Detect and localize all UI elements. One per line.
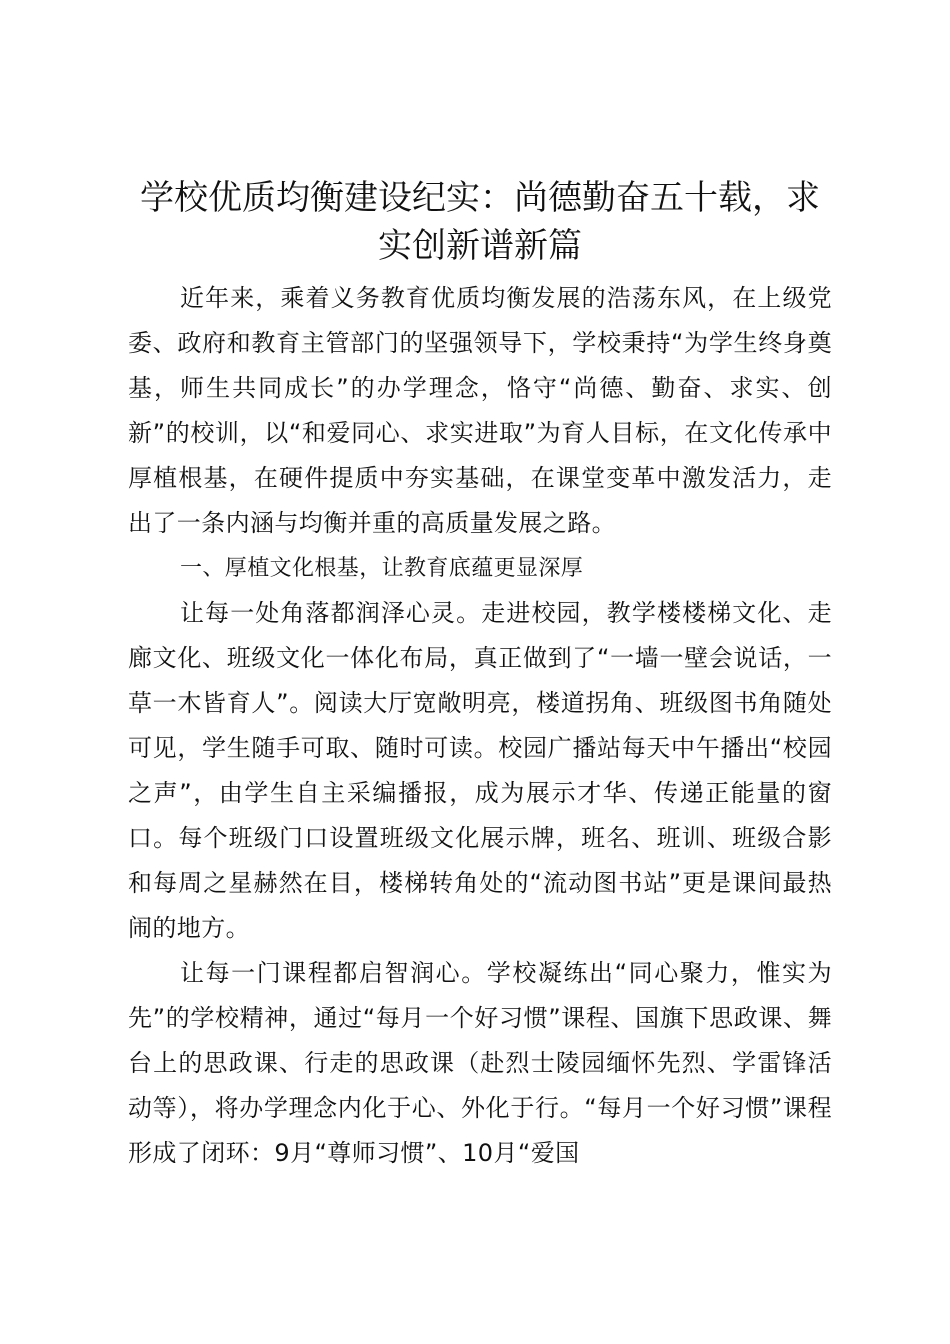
paragraph-curriculum: 让每一门课程都启智润心。学校凝练出“同心聚力，惟实为先”的学校精神，通过“每月一个好习惯”课程、国旗下思政课、舞台上的思政课、行走的思政课（赴烈士陵园缅怀先烈、学雷锋活动等），将办学理念内化于心、外化于行。“每月一个好习惯”课程形成了闭环：9月“尊师习惯”、10月“爱国	[128, 959, 832, 1167]
paragraph-culture: 让每一处角落都润泽心灵。走进校园，教学楼楼梯文化、走廊文化、班级文化一体化布局，真正做到了“一墙一壁会说话，一草一木皆育人”。阅读大厅宽敞明亮，楼道拐角、班级图书角随处可见，学生随手可取、随时可读。校园广播站每天中午播出“校园之声”，由学生自主采编播报，成为展示才华、传递正能量的窗口。每个班级门口设置班级文化展示牌，班名、班训、班级合影和每周之星赫然在目，楼梯转角处的“流动图书站”更是课间最热闹的地方。	[128, 599, 833, 942]
document-page	[128, 174, 832, 1176]
section-heading-1: 一、厚植文化根基，让教育底蕴更显深厚	[180, 556, 584, 581]
paragraph-intro: 近年来，乘着义务教育优质均衡发展的浩荡东风，在上级党委、政府和教育主管部门的坚强领导下，学校秉持“为学生终身奠基，师生共同成长”的办学理念，恪守“尚德、勤奋、求实、创新”的校训，以“和爱同心、求实进取”为育人目标，在文化传承中厚植根基，在硬件提质中夯实基础，在课堂变革中激发活力，走出了一条内涵与均衡并重的高质量发展之路。	[128, 284, 832, 537]
document-title: 学校优质均衡建设纪实：尚德勤奋五十载，求实创新谱新篇	[140, 178, 820, 266]
